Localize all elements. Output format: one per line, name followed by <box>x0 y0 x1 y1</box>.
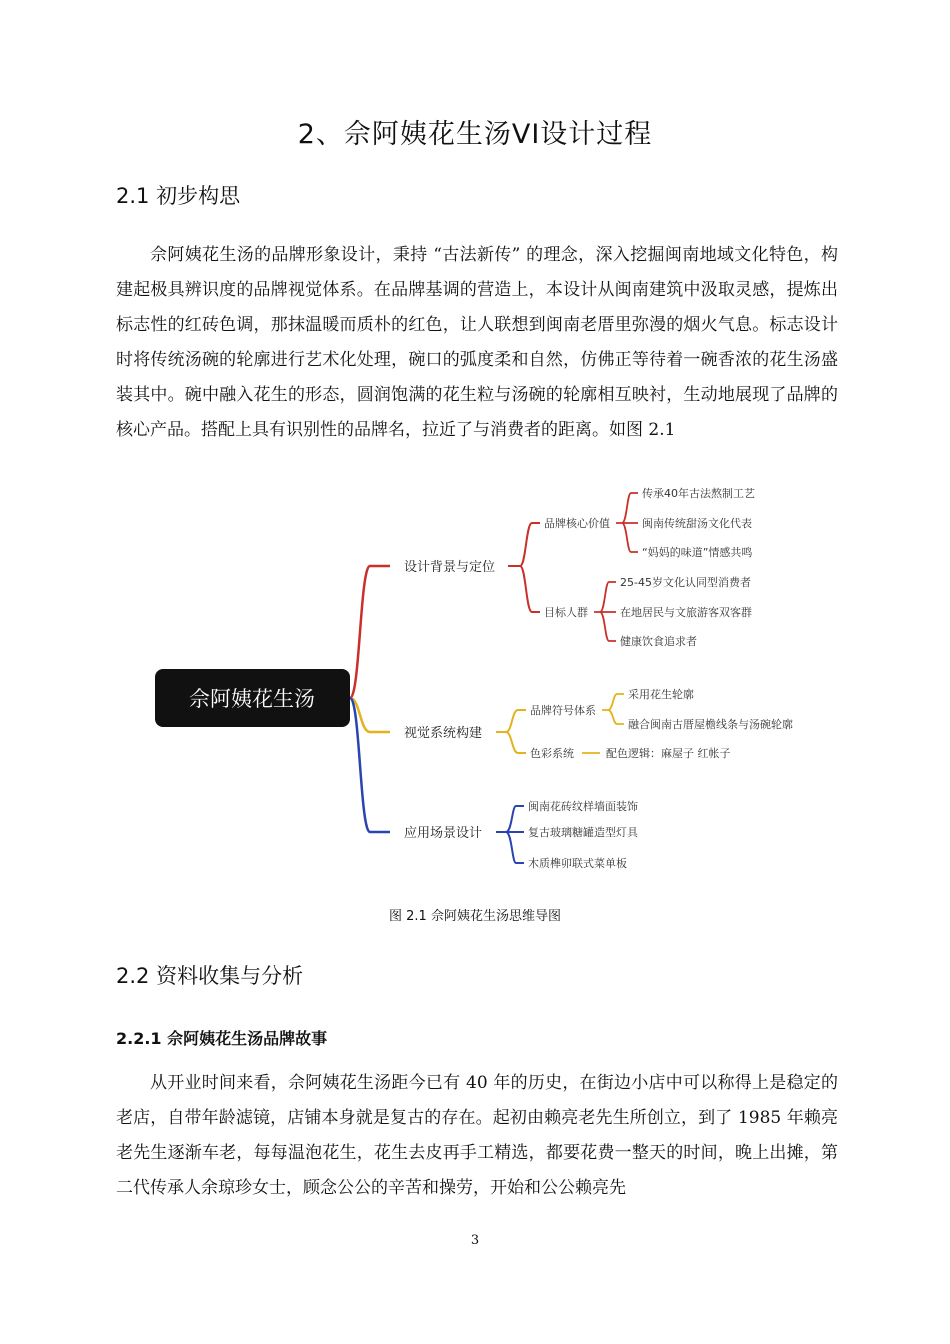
branch-design-background: 设计背景与定位 <box>404 560 496 575</box>
leaf-healthy-diet: 健康饮食追求者 <box>620 635 697 648</box>
red-sub-connector <box>508 523 540 612</box>
leaf-tile-wall: 闽南花砖纹样墙面装饰 <box>528 800 638 813</box>
leaf-locals-tourists: 在地居民与文旅游客双客群 <box>620 606 752 619</box>
red-leaf-connector-2 <box>594 582 616 641</box>
leaf-color-logic: 配色逻辑：麻屋子 红帐子 <box>606 747 731 760</box>
mind-map-figure <box>150 476 800 876</box>
node-color-system: 色彩系统 <box>530 747 574 760</box>
page-title: 2、佘阿姨花生汤VI设计过程 <box>297 119 653 150</box>
section-heading-2-2: 2.2 资料收集与分析 <box>116 964 304 988</box>
leaf-glass-lamp: 复古玻璃糖罐造型灯具 <box>528 826 638 839</box>
leaf-mom-taste: “妈妈的味道”情感共鸣 <box>642 546 753 559</box>
mindmap-root-label: 佘阿姨花生汤 <box>189 687 315 711</box>
leaf-heritage-craft: 传承40年古法熬制工艺 <box>642 487 755 500</box>
section-heading-2-2-1: 2.2.1 佘阿姨花生汤品牌故事 <box>116 1029 328 1048</box>
brand-story-paragraph: 从开业时间来看，佘阿姨花生汤距今已有 40 年的历史，在街边小店中可以称得上是稳定的老店，自带年龄滤镜，店铺本身就是复古的存在。起初由赖亮老先生所创立，到了 1985 年赖亮老先生逐渐车老，每每温泡花生，花生去皮再手工精选，都要花费一整天的时间，晚上出摊，第二代传承人余琼珍女士，顾念公公的辛苦和操劳，开始和公公赖亮先 <box>116 1073 838 1198</box>
blue-leaf-connector <box>496 806 524 863</box>
branch-application-scenes: 应用场景设计 <box>404 826 483 841</box>
node-target-audience: 目标人群 <box>544 606 588 619</box>
section-heading-2-1: 2.1 初步构思 <box>116 184 241 208</box>
branch-connector-blue <box>350 698 390 832</box>
leaf-peanut-outline: 采用花生轮廓 <box>628 688 694 701</box>
leaf-dessert-culture: 闽南传统甜汤文化代表 <box>642 517 752 530</box>
leaf-wood-menu: 木质榫卯联式菜单板 <box>528 857 627 870</box>
node-brand-symbol: 品牌符号体系 <box>530 704 596 717</box>
leaf-age-consumers: 25-45岁文化认同型消费者 <box>620 576 751 589</box>
node-brand-core-value: 品牌核心价值 <box>544 517 610 530</box>
red-leaf-connector-1 <box>616 493 638 552</box>
branch-connector-red <box>350 566 390 698</box>
intro-paragraph: 佘阿姨花生汤的品牌形象设计，秉持 “古法新传” 的理念，深入挖掘闽南地域文化特色，构建起极具辨识度的品牌视觉体系。在品牌基调的营造上，本设计从闽南建筑中汲取灵感，提炼出标志性的红砖色调，那抹温暖而质朴的红色，让人联想到闽南老厝里弥漫的烟火气息。标志设计时将传统汤碗的轮廓进行艺术化处理，碗口的弧度柔和自然，仿佛正等待着一碗香浓的花生汤盛装其中。碗中融入花生的形态，圆润饱满的花生粒与汤碗的轮廓相互映衬，生动地展现了品牌的核心产品。搭配上具有识别性的品牌名，拉近了与消费者的距离。如图 2.1 <box>116 245 838 440</box>
leaf-eaves-bowl: 融合闽南古厝屋檐线条与汤碗轮廓 <box>628 718 793 731</box>
figure-caption: 图 2.1 佘阿姨花生汤思维导图 <box>389 909 561 924</box>
page-number: 3 <box>470 1233 480 1248</box>
yellow-leaf-connector-1 <box>602 694 624 724</box>
branch-visual-system: 视觉系统构建 <box>404 726 483 741</box>
yellow-sub-connector <box>496 710 526 753</box>
